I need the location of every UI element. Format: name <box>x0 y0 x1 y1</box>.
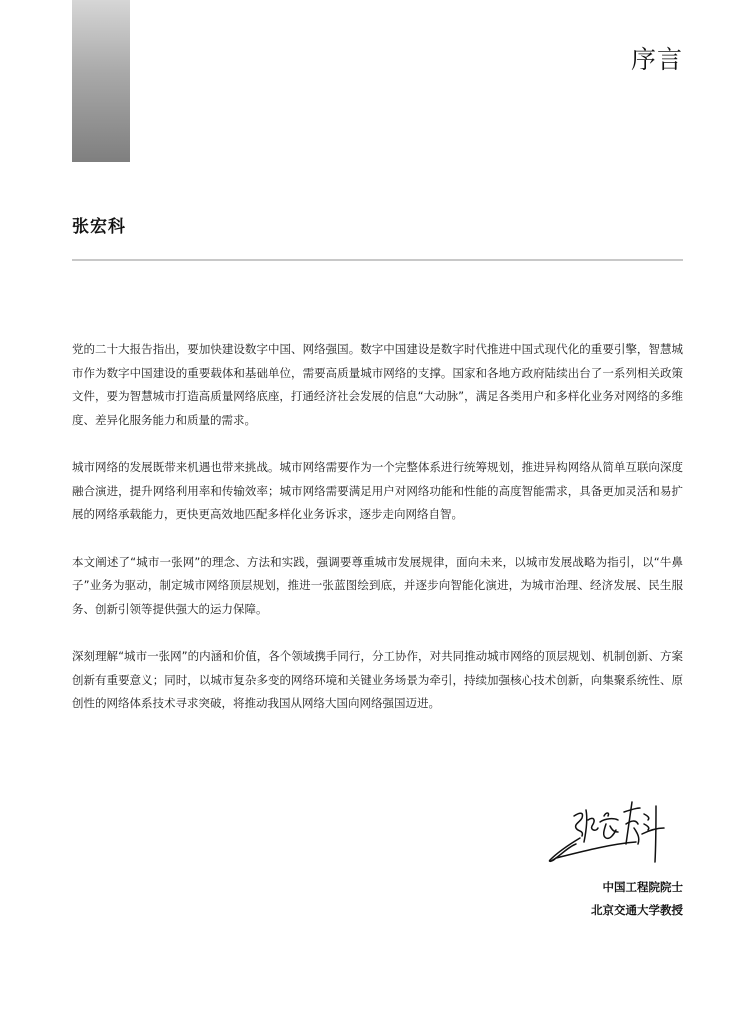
author-name: 张宏科 <box>72 217 126 237</box>
paragraph: 深刻理解“城市一张网”的内涵和价值，各个领域携手同行，分工协作，对共同推动城市网络的顶层规划、机制创新、方案创新有重要意义；同时，以城市复杂多变的网络环境和关键业务场景为牵引，持续加强核心技术创新，向集聚系统性、原创性的网络体系技术寻求突破，将推动我国从网络大国向网络强国迈进。 <box>72 649 683 710</box>
title-divider <box>72 259 683 261</box>
decorative-gray-tab <box>72 0 130 162</box>
section-title: 序言 <box>630 45 683 74</box>
preface-body <box>72 338 683 740</box>
paragraph: 党的二十大报告指出，要加快建设数字中国、网络强国。数字中国建设是数字时代推进中国式现代化的重要引擎，智慧城市作为数字中国建设的重要载体和基础单位，需要高质量城市网络的支撑。国家和各地方政府陆续出台了一系列相关政策文件，要为智慧城市打造高质量网络底座，打通经济社会发展的信息“大动脉”，满足各类用户和多样化业务对网络的多维度、差异化服务能力和质量的需求。 <box>72 342 683 427</box>
paragraph: 城市网络的发展既带来机遇也带来挑战。城市网络需要作为一个完整体系进行统筹规划，推进异构网络从简单互联向深度融合演进，提升网络利用率和传输效率；城市网络需要满足用户对网络功能和性能的高度智能需求，具备更加灵活和易扩展的网络承载能力，更快更高效地匹配多样化业务诉求，逐步走向网络自智。 <box>72 460 683 521</box>
paragraph: 本文阐述了“城市一张网”的理念、方法和实践，强调要尊重城市发展规律，面向未来，以城市发展战略为指引，以“牛鼻子”业务为驱动，制定城市网络顶层规划，推进一张蓝图绘到底，并逐步向智能化演进，为城市治理、经济发展、民生服务、创新引领等提供强大的运力保障。 <box>72 554 683 616</box>
affiliation-line: 北京交通大学教授 <box>591 903 683 917</box>
author-affiliation <box>591 876 683 922</box>
affiliation-line: 中国工程院院士 <box>602 880 683 894</box>
handwritten-signature <box>540 786 690 870</box>
